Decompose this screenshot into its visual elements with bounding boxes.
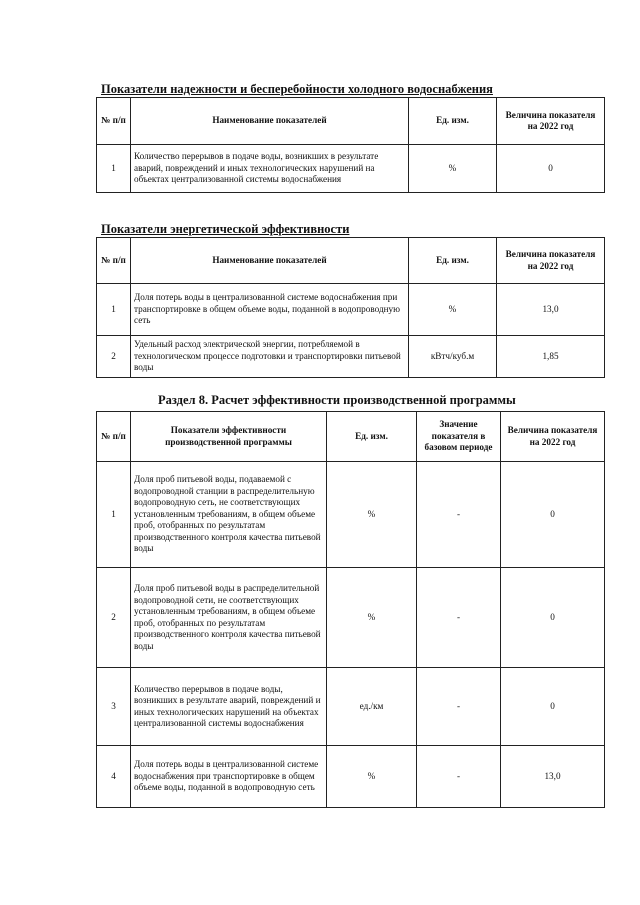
energy-table: [96, 237, 605, 378]
row-base: -: [417, 746, 501, 808]
row-num: 2: [97, 336, 131, 378]
table-row: [97, 746, 605, 808]
table-header-row: [97, 98, 605, 145]
row-name: Доля проб питьевой воды в распределительной водопроводной сети, не соответствующих установленным требованиям, в общем объеме проб, отобранных по результатам производственного контроля качества питьевой воды: [131, 568, 327, 668]
row-value: 0: [501, 668, 605, 746]
row-unit: %: [327, 568, 417, 668]
header-unit: Ед. изм.: [409, 238, 497, 284]
row-unit: %: [409, 284, 497, 336]
table-row: [97, 145, 605, 193]
row-name: Доля потерь воды в централизованной системе водоснабжения при транспортировке в общем объеме воды, поданной в водопроводную сеть: [131, 284, 409, 336]
table-row: [97, 284, 605, 336]
row-value: 0: [501, 462, 605, 568]
row-base: -: [417, 568, 501, 668]
row-value: 0: [497, 145, 605, 193]
row-num: 4: [97, 746, 131, 808]
row-value: 13,0: [497, 284, 605, 336]
header-base: Значение показателя в базовом периоде: [417, 412, 501, 462]
section-1-title: Показатели надежности и бесперебойности холодного водоснабжения: [101, 82, 493, 96]
header-num: № п/п: [97, 412, 131, 462]
row-num: 3: [97, 668, 131, 746]
table-header-row: [97, 412, 605, 462]
row-name: Количество перерывов в подаче воды, возникших в результате аварий, повреждений и иных технологических нарушений на объектах централизованной системы водоснабжения: [131, 668, 327, 746]
row-num: 2: [97, 568, 131, 668]
header-name: Показатели эффективности производственной программы: [131, 412, 327, 462]
row-value: 13,0: [501, 746, 605, 808]
row-base: -: [417, 462, 501, 568]
header-num: № п/п: [97, 98, 131, 145]
header-value: Величина показателя на 2022 год: [501, 412, 605, 462]
row-name: Удельный расход электрической энергии, потребляемой в технологическом процессе подготовки и транспортировки питьевой воды: [131, 336, 409, 378]
header-num: № п/п: [97, 238, 131, 284]
table-row: [97, 462, 605, 568]
efficiency-table: [96, 411, 605, 808]
reliability-table: [96, 97, 605, 193]
table-row: [97, 336, 605, 378]
table-row: [97, 568, 605, 668]
row-name: Количество перерывов в подаче воды, возникших в результате аварий, повреждений и иных технологических нарушений на объектах централизованной системы водоснабжения: [131, 145, 409, 193]
row-value: 0: [501, 568, 605, 668]
row-num: 1: [97, 145, 131, 193]
header-value: Величина показателя на 2022 год: [497, 238, 605, 284]
row-num: 1: [97, 284, 131, 336]
row-unit: %: [409, 145, 497, 193]
row-unit: %: [327, 462, 417, 568]
row-unit: %: [327, 746, 417, 808]
table-row: [97, 668, 605, 746]
row-num: 1: [97, 462, 131, 568]
header-unit: Ед. изм.: [409, 98, 497, 145]
row-unit: ед./км: [327, 668, 417, 746]
table-header-row: [97, 238, 605, 284]
row-name: Доля потерь воды в централизованной системе водоснабжения при транспортировке в общем объеме воды, поданной в водопроводную сеть: [131, 746, 327, 808]
header-name: Наименование показателей: [131, 238, 409, 284]
row-unit: кВтч/куб.м: [409, 336, 497, 378]
header-unit: Ед. изм.: [327, 412, 417, 462]
row-base: -: [417, 668, 501, 746]
row-name: Доля проб питьевой воды, подаваемой с водопроводной станции в распределительную водопроводную сеть, не соответствующих установленным требованиям, в общем объеме проб, отобранных по результатам производственного контроля качества питьевой воды: [131, 462, 327, 568]
section-3-title: Раздел 8. Расчет эффективности производственной программы: [158, 393, 516, 407]
section-2-title: Показатели энергетической эффективности: [101, 222, 350, 236]
header-value: Величина показателя на 2022 год: [497, 98, 605, 145]
row-value: 1,85: [497, 336, 605, 378]
header-name: Наименование показателей: [131, 98, 409, 145]
